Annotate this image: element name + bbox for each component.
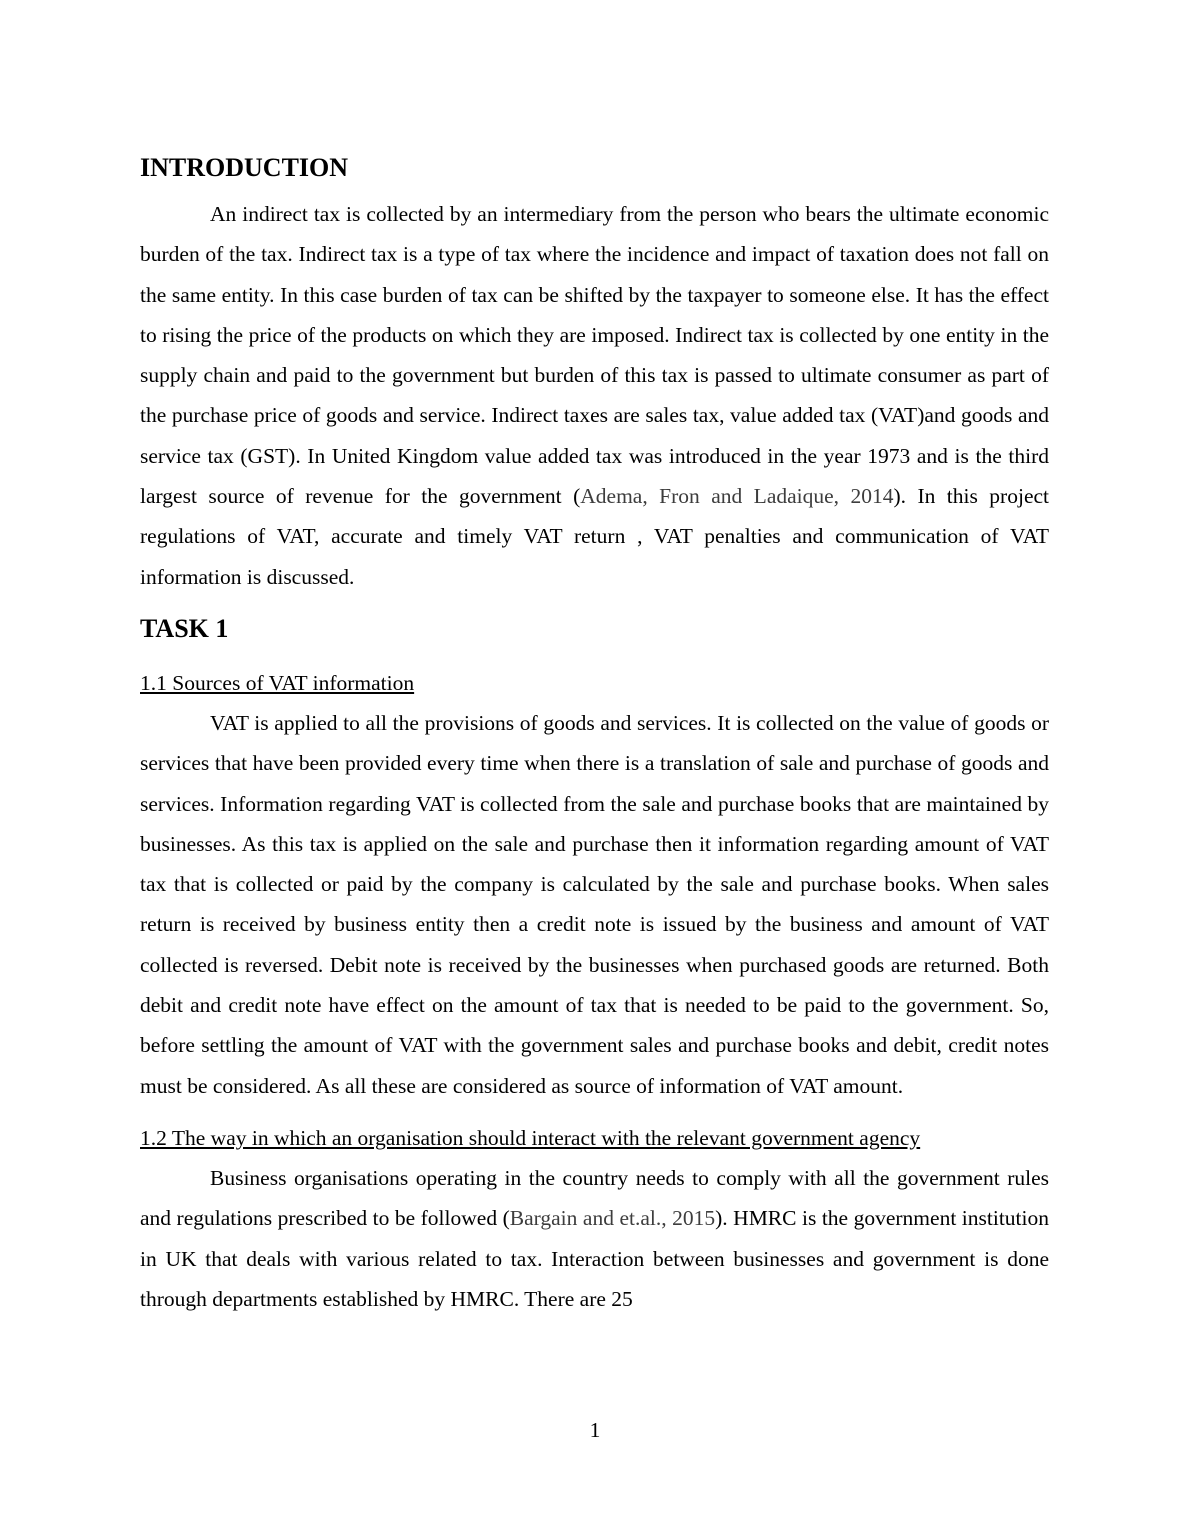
intro-text-part-1: An indirect tax is collected by an intermediary from the person who bears the ultimate economic burden of the tax. Indirect tax is a type of tax where the incidence and impact of taxation does not fall on the same entity. In this case burden of tax can be shifted by the taxpayer to someone else. It has the effect to rising the price of the products on which they are imposed. Indirect tax is collected by one entity in the supply chain and paid to the government but burden of this tax is passed to ultimate consumer as part of the purchase price of goods and service. Indirect taxes are sales tax, value added tax (VAT)and goods and service tax (GST). In United Kingdom value added tax was introduced in the year 1973 and is the third largest source of revenue for the government (	[140, 202, 1049, 509]
section-1-2-text-part-2: ). HMRC is the government institution in UK that deals with various related to tax. Interaction between businesses and government is done through departments established by HMRC. There are 25	[140, 1206, 1050, 1311]
introduction-heading: INTRODUCTION	[140, 153, 349, 182]
citation-bargain: Bargain and et.al., 2015	[509, 1206, 716, 1231]
section-1-1-paragraph: VAT is applied to all the provisions of goods and services. It is collected on the value of goods or services that have been provided every time when there is a translation of sale and purchase of goods and services. Information regarding VAT is collected from the sale and purchase books that are maintained by businesses. As this tax is applied on the sale and purchase then it information regarding amount of VAT tax that is collected or paid by the company is calculated by the sale and purchase books. When sales return is received by business entity then a credit note is issued by the business and amount of VAT collected is reversed. Debit note is received by the businesses when purchased goods are returned. Both debit and credit note have effect on the amount of tax that is needed to be paid to the government. So, before settling the amount of VAT with the government sales and purchase books and debit, credit notes must be considered. As all these are considered as source of information of VAT amount.	[140, 710, 1049, 1098]
page-number: 1	[589, 1418, 601, 1442]
citation-adema: Adema, Fron and Ladaique, 2014	[580, 484, 894, 509]
spacer	[140, 597, 1049, 609]
spacer	[140, 1106, 1049, 1118]
task1-heading: TASK 1	[140, 613, 229, 643]
introduction-paragraph	[140, 194, 1049, 597]
page-content	[140, 148, 1049, 1319]
section-1-2-paragraph	[140, 1158, 1049, 1319]
intro-text-part-2: ). In this project regulations of VAT, accurate and timely VAT return , VAT penalties and communication of VAT information is discussed.	[140, 484, 1050, 589]
section-1-2-text-part-1: Business organisations operating in the country needs to comply with all the government rules and regulations prescribed to be followed (	[140, 1165, 1049, 1231]
section-1-2-title: 1.2 The way in which an organisation should interact with the relevant government agency	[140, 1125, 921, 1150]
spacer	[140, 649, 1049, 663]
section-1-1-title: 1.1 Sources of VAT information	[140, 670, 415, 695]
